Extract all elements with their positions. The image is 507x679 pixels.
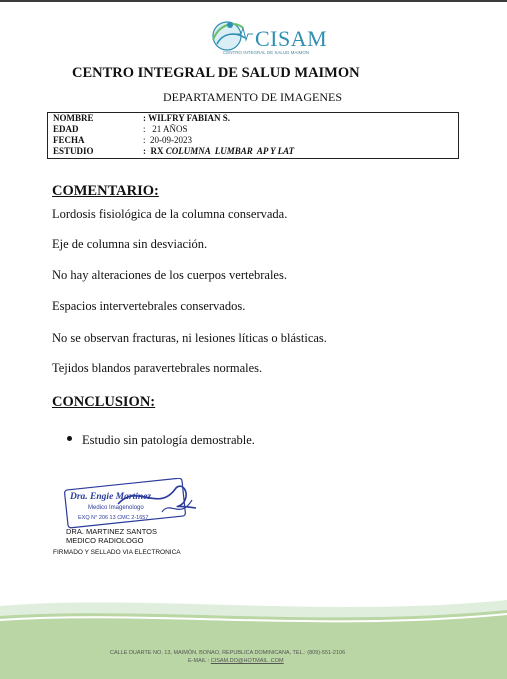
center-title: CENTRO INTEGRAL DE SALUD MAIMON [72, 65, 360, 81]
date-label: FECHA [53, 135, 85, 145]
stamp-name: Dra. Engie Martinez [70, 492, 152, 502]
name-row [53, 113, 230, 123]
doctor-name: DRA. MARTINEZ SANTOS [66, 527, 157, 536]
date-value: : 20-09-2023 [143, 135, 192, 145]
stamp-exq: EXQ N° 206 13 CMC 2-1657 [78, 515, 149, 521]
cisam-logo [205, 14, 328, 59]
age-value: : 21 AÑOS [143, 124, 188, 134]
stamp-icon [58, 478, 208, 530]
top-border [0, 0, 507, 2]
study-prefix: : RX [143, 146, 166, 156]
age-row [53, 124, 188, 134]
date-row [53, 135, 192, 145]
logo-text: CISAM [255, 26, 328, 51]
department-title: DEPARTAMENTO DE IMAGENES [163, 90, 342, 104]
footer-email-label: E-MAIL : [188, 658, 211, 664]
doctor-role: MEDICO RADIOLOGO [66, 536, 144, 545]
logo-subtitle: CENTRO INTEGRAL DE SALUD MAIMON [223, 50, 310, 55]
footer-email-line [188, 658, 284, 664]
comment-heading: COMENTARIO: [52, 183, 159, 199]
comment-line: Espacios intervertebrales conservados. [52, 299, 246, 313]
conclusion-heading: CONCLUSION: [52, 394, 156, 410]
signature-stamp [58, 478, 208, 530]
footer-email-link[interactable]: CISAM.DO@HOTMAIL .COM [210, 658, 284, 664]
comment-line: Lordosis fisiológica de la columna conservada. [52, 207, 288, 221]
comment-line: Tejidos blandos paravertebrales normales. [52, 361, 263, 375]
study-label: ESTUDIO [53, 146, 94, 156]
comment-line: No hay alteraciones de los cuerpos vertebrales. [52, 268, 287, 282]
footer-wave-decoration [0, 598, 507, 679]
footer-address: CALLE DUARTE NO. 13, MAIMÓN, BONAO, REPUBLICA DOMINICANA, TEL.: (809)-551-2106 [110, 650, 346, 656]
comment-line: Eje de columna sin desviación. [52, 237, 208, 251]
name-label: NOMBRE [53, 113, 94, 123]
stamp-role: Medico Imagenologo [88, 505, 144, 511]
age-label: EDAD [53, 124, 79, 134]
study-row [53, 146, 294, 156]
comment-line: No se observan fracturas, ni lesiones líticas o blásticas. [52, 331, 327, 345]
bullet-icon [67, 436, 72, 441]
name-value: : WILFRY FABIAN S. [143, 113, 231, 123]
signature-note: FIRMADO Y SELLADO VIA ELECTRONICA [53, 549, 181, 556]
conclusion-item: Estudio sin patología demostrable. [82, 433, 255, 447]
study-value: COLUMNA LUMBAR AP Y LAT [165, 146, 295, 156]
patient-info-box [47, 112, 459, 159]
